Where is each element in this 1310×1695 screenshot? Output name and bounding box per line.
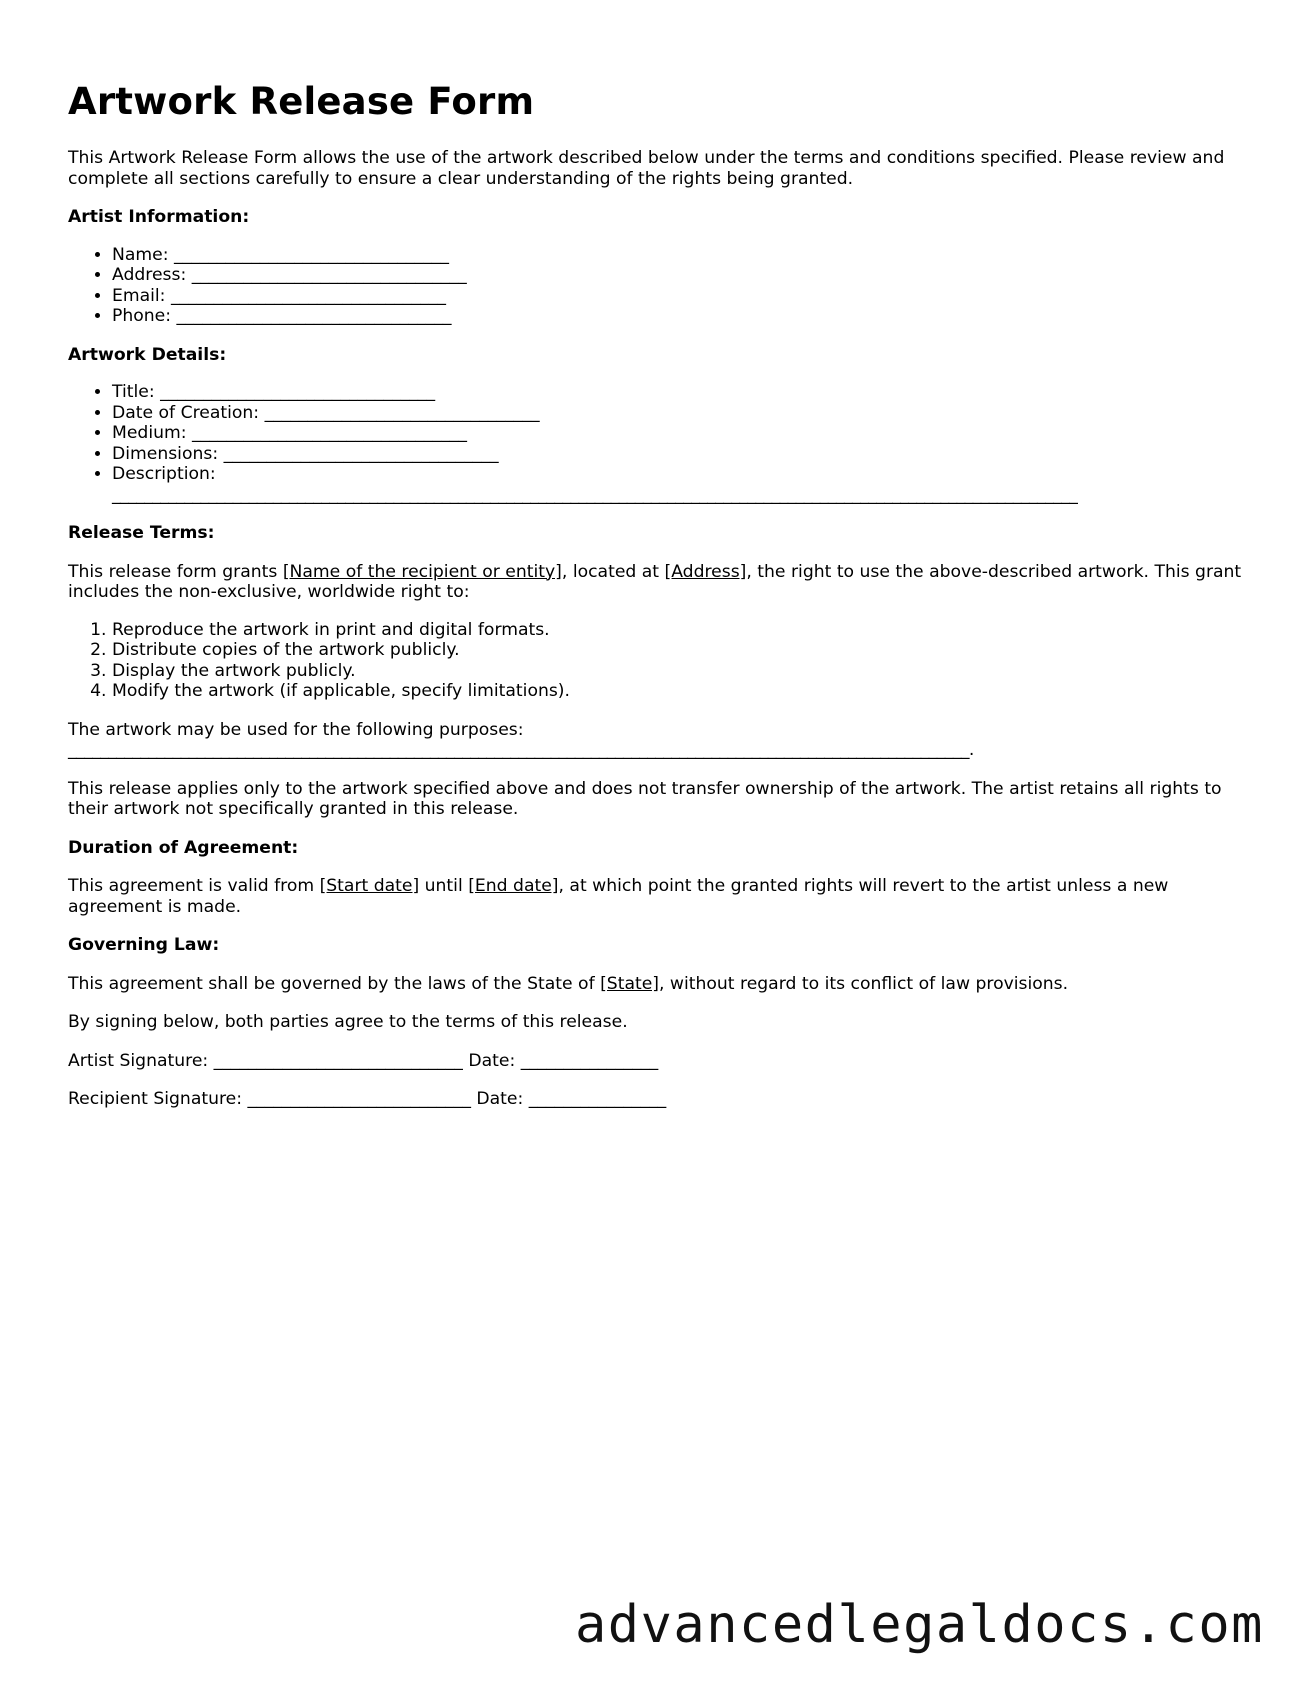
email-field[interactable]: ________________________________: [170, 285, 446, 306]
recipient-signature-label: Recipient Signature:: [68, 1089, 243, 1109]
document-page: [68, 0, 1248, 1110]
medium-field[interactable]: ________________________________: [191, 423, 467, 443]
list-item: 2. Distribute copies of the artwork publicly.: [112, 640, 1248, 661]
list-item: [112, 423, 1248, 444]
artist-information-list: [68, 245, 1248, 327]
dimensions-field[interactable]: ________________________________: [223, 443, 499, 464]
duration-text: This agreement is valid from: [68, 876, 320, 896]
signing-intro: By signing below, both parties agree to the terms of this release.: [68, 1012, 628, 1032]
purposes-paragraph: [68, 720, 1248, 761]
duration-text: until: [419, 876, 469, 896]
recipient-placeholder[interactable]: [Name of the recipient or entity]: [282, 561, 562, 582]
phone-field[interactable]: ________________________________: [176, 306, 452, 326]
state-placeholder[interactable]: [State]: [600, 973, 659, 994]
release-grant-paragraph: [68, 562, 1248, 603]
list-item: [112, 245, 1248, 266]
list-item: [112, 286, 1248, 307]
address-field[interactable]: ________________________________: [191, 265, 467, 285]
artist-signature-label: Artist Signature:: [68, 1050, 209, 1071]
date-of-creation-field[interactable]: ________________________________: [264, 402, 540, 423]
artist-signature-row: [68, 1051, 1248, 1072]
list-item: [112, 444, 1248, 465]
list-item: [112, 464, 1248, 505]
field-label: Phone:: [112, 306, 172, 326]
artwork-details-list: [68, 382, 1248, 505]
field-label: Email:: [112, 285, 166, 306]
ownership-paragraph: This release applies only to the artwork specified above and does not transfer ownership of the artwork. The artist retains all rights to their artwork not specifically granted in this release.: [68, 778, 1222, 819]
artwork-details-heading: Artwork Details:: [68, 344, 227, 365]
law-text: This agreement shall be governed by the laws of the State of: [68, 973, 601, 994]
governing-law-heading: Governing Law:: [68, 935, 220, 955]
field-label: Title:: [112, 382, 155, 402]
recipient-signature-field[interactable]: __________________________: [247, 1089, 471, 1109]
date-label: Date:: [468, 1050, 516, 1071]
field-label: Date of Creation:: [112, 402, 260, 423]
list-item: [112, 265, 1248, 286]
field-label: Medium:: [112, 423, 187, 443]
list-item: 4. Modify the artwork (if applicable, specify limitations).: [112, 681, 1248, 702]
intro-paragraph: This Artwork Release Form allows the use of the artwork described below under the terms and conditions specified. Please review and complete all sections carefully to ensure a clear understanding of the rights being granted.: [68, 148, 1225, 189]
artist-information-heading: Artist Information:: [68, 207, 250, 227]
law-text: , without regard to its conflict of law provisions.: [659, 973, 1069, 994]
recipient-date-field[interactable]: ________________: [528, 1089, 667, 1109]
list-item: [112, 382, 1248, 403]
field-label: Description:: [112, 464, 216, 484]
name-field[interactable]: ________________________________: [173, 244, 449, 265]
start-date-placeholder[interactable]: [Start date]: [319, 876, 420, 896]
grant-text: , the right to use the above-described artwork. This grant includes the non-exclusive, worldwide right to:: [68, 561, 1242, 602]
page-title: Artwork Release Form: [68, 80, 535, 123]
list-item: 3. Display the artwork publicly.: [112, 661, 1248, 682]
governing-law-paragraph: [68, 974, 1248, 995]
rights-list: [68, 620, 1248, 702]
artist-date-field[interactable]: ________________: [520, 1050, 659, 1071]
purposes-label: The artwork may be used for the following purposes:: [68, 719, 524, 740]
field-label: Name:: [112, 244, 169, 265]
artist-signature-field[interactable]: _____________________________: [213, 1050, 463, 1071]
duration-text: , at which point the granted rights will revert to the artist unless a new agreement is made.: [68, 876, 1169, 917]
duration-paragraph: [68, 876, 1248, 917]
recipient-signature-row: [68, 1089, 1248, 1110]
description-field[interactable]: ________________________________________________________________________________________________________________________: [112, 484, 1078, 505]
address-placeholder[interactable]: [Address]: [664, 561, 747, 582]
list-item: [112, 306, 1248, 327]
list-item: 1. Reproduce the artwork in print and digital formats.: [112, 620, 1248, 641]
date-label: Date:: [476, 1089, 524, 1109]
title-field[interactable]: ________________________________: [160, 382, 436, 402]
watermark: advancedlegaldocs.com: [575, 1595, 1264, 1655]
release-terms-heading: Release Terms:: [68, 523, 215, 543]
end-date-placeholder[interactable]: [End date]: [468, 876, 559, 896]
duration-heading: Duration of Agreement:: [68, 837, 299, 858]
grant-text: , located at: [561, 561, 665, 582]
list-item: [112, 403, 1248, 424]
purposes-field[interactable]: ________________________________________________________________________________________________________________.: [68, 740, 974, 760]
field-label: Address:: [112, 265, 187, 285]
grant-text: This release form grants: [68, 561, 283, 582]
field-label: Dimensions:: [112, 443, 219, 464]
